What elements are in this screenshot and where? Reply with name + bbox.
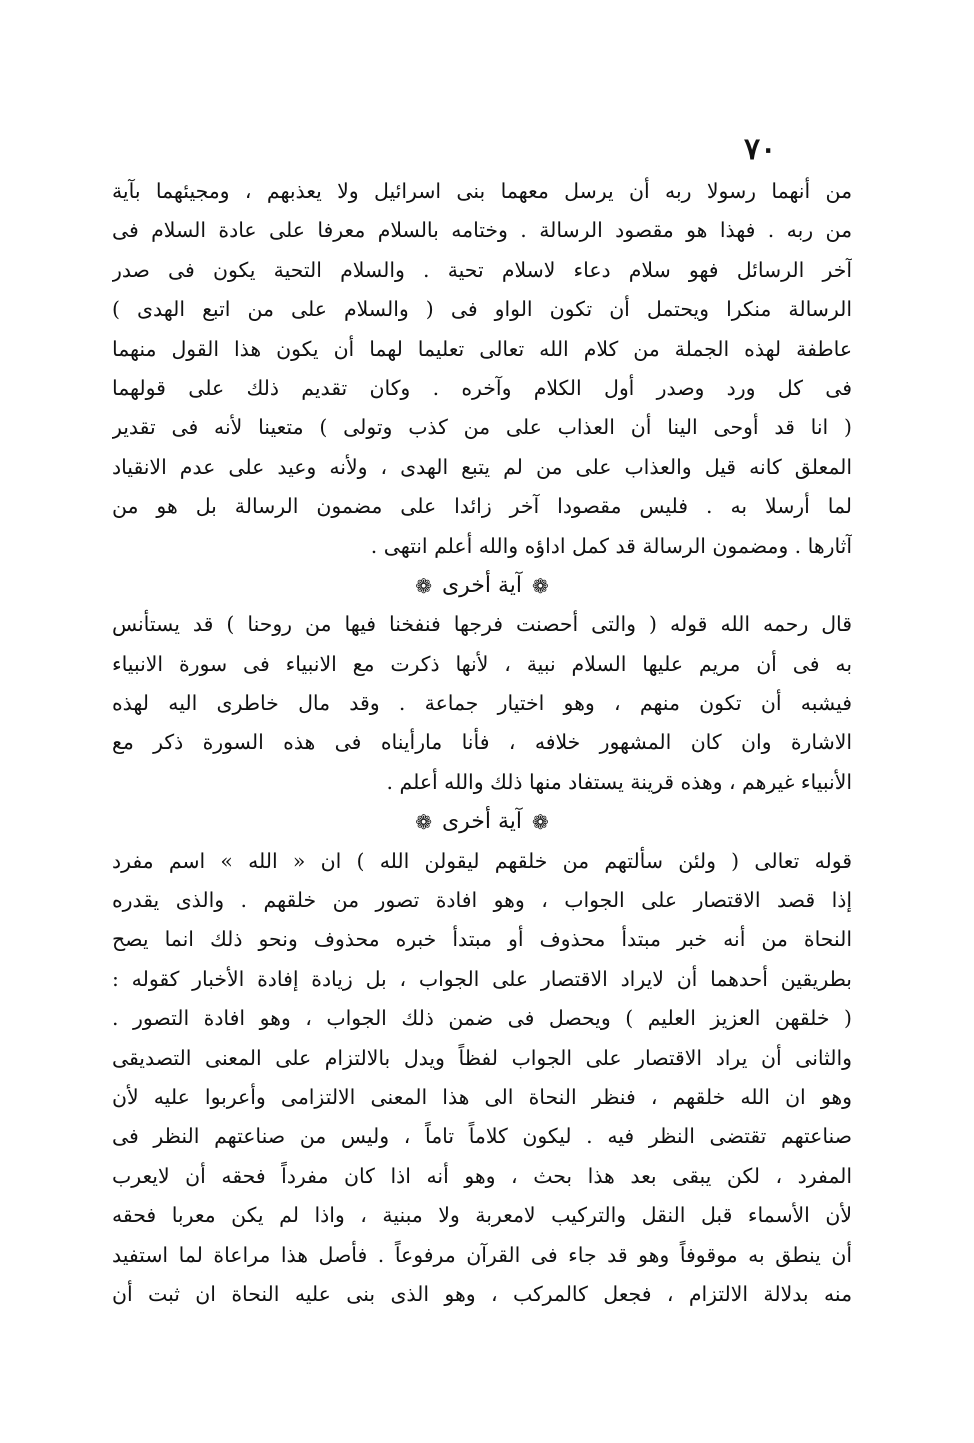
text-line: قال رحمه الله قوله ( والتى أحصنت فرجها فنفخنا فيها من روحنا ) قد يستأنس: [112, 612, 852, 637]
heading-text: آية أخرى: [441, 572, 523, 598]
text-line: والثانى أن يراد الاقتصار على الجواب لفظاً ويدل بالالتزام على المعنى التصديقى: [112, 1045, 852, 1070]
text-line: بطريقين أحدهما أن لايراد الاقتصار على الجواب ، بل زيادة إفادة الأخبار كقوله :: [112, 966, 852, 991]
text-line: ( خلقهن العزيز العليم ) ويحصل فى ضمن ذلك الجواب ، وهو افادة التصور .: [112, 1006, 852, 1031]
text-line: من ربه . فهذا هو مقصود الرسالة . وختامه بالسلام معرفا على عادة السلام فى: [112, 218, 852, 243]
text-line: الأنبياء غيرهم ، وهذه قرينة يستفاد منها ذلك والله أعلم .: [386, 769, 852, 794]
page-number: ٧٠: [744, 132, 777, 167]
text-line: عاطفة لهذه الجملة من كلام الله تعالى تعليما لهما أن يكون هذا القول منهما: [112, 336, 852, 361]
section-heading-2: [112, 802, 852, 841]
text-line: الرسالة منكرا ويحتمل أن تكون الواو فى ( والسلام على من اتبع الهدى ): [112, 297, 852, 322]
text-line: الاشارة وان كان المشهور خلافه ، فأنا مارأيناه فى هذه السورة ذكر مع: [112, 730, 852, 755]
text-line: منه بدلالة الالتزام ، فجعل كالمركب ، وهو الذى بنى عليه النحاة ان ثبت أن: [112, 1281, 852, 1306]
ornament-icon: ❁: [415, 573, 432, 598]
text-body: [112, 172, 852, 1314]
text-line: لما أرسلا به . فليس مقصودا آخر زائدا على مضمون الرسالة بل هو من: [112, 494, 852, 519]
text-line: فى كل ورد وصدر أول الكلام وآخره . وكان تقديم ذلك على قولهما: [112, 375, 852, 400]
text-line: ( انا قد أوحى الينا أن العذاب على من كذب وتولى ) متعينا لأنه فى تقدير: [112, 415, 852, 440]
text-line: آخر الرسائل فهو سلام دعاء لاسلام تحية . والسلام التحية يكون فى صدر: [112, 257, 852, 282]
ornament-icon: ❁: [415, 809, 432, 834]
text-line: به فى أن مريم عليها السلام نبية ، لأنها ذكرت مع الانبياء فى سورة الانبياء: [112, 651, 852, 676]
text-line: المعلق كانه قيل والعذاب على من لم يتبع الهدى ، ولأنه وعيد على عدم الانقياد: [112, 454, 852, 479]
text-line: النحاة من أنه خبر مبتدأ محذوف أو مبتدأ خبره محذوف ونحو ذلك انما يصح: [112, 927, 852, 952]
heading-text: آية أخرى: [441, 809, 523, 835]
text-line: المفرد ، لكن يبقى بعد هذا بحث ، وهو أنه اذا كان مفرداً فحقه أن لايعرب: [112, 1163, 852, 1188]
ornament-icon: ❁: [532, 573, 549, 598]
text-line: وهو ان الله خلقهم ، فنظر النحاة الى هذا المعنى الالتزامى وأعربوا عليه لأن: [112, 1084, 852, 1109]
text-line: فيشبه أن تكون منهم ، وهو اختيار جماعة . وقد مال خاطرى اليه لهذه: [112, 691, 852, 716]
paragraph-1: [112, 172, 852, 566]
ornament-icon: ❁: [532, 809, 549, 834]
section-heading-1: [112, 566, 852, 605]
text-line: إذا قصد الاقتصار على الجواب ، وهو افادة تصور من خلقهم . والذى يقدره: [112, 888, 852, 913]
text-line: أن ينطق به موقوفاً وهو قد جاء فى القرآن مرفوعاً . فأصل هذا مراعاة لما استفيد: [112, 1242, 852, 1267]
text-line: لأن الأسماء قبل النقل والتركيب لامعربة ولا مبنية ، واذا لم يكن معربا فحقه: [112, 1203, 852, 1228]
paragraph-3: [112, 842, 852, 1315]
text-line: آثارها . ومضمون الرسالة قد كمل اداؤه والله أعلم انتهى .: [370, 533, 852, 558]
text-line: صناعتهم تقتضى النظر فيه . ليكون كلاماً تاماً ، وليس من صناعتهم النظر فى: [112, 1124, 852, 1149]
text-line: من أنهما رسولا ربه أن يرسل معهما بنى اسرائيل ولا يعذبهم ، ومجيئهما بآية: [112, 179, 852, 203]
paragraph-2: [112, 605, 852, 802]
text-line: قوله تعالى ( ولئن سألتهم من خلقهم ليقولن الله ) ان « الله » اسم مفرد: [112, 848, 852, 873]
